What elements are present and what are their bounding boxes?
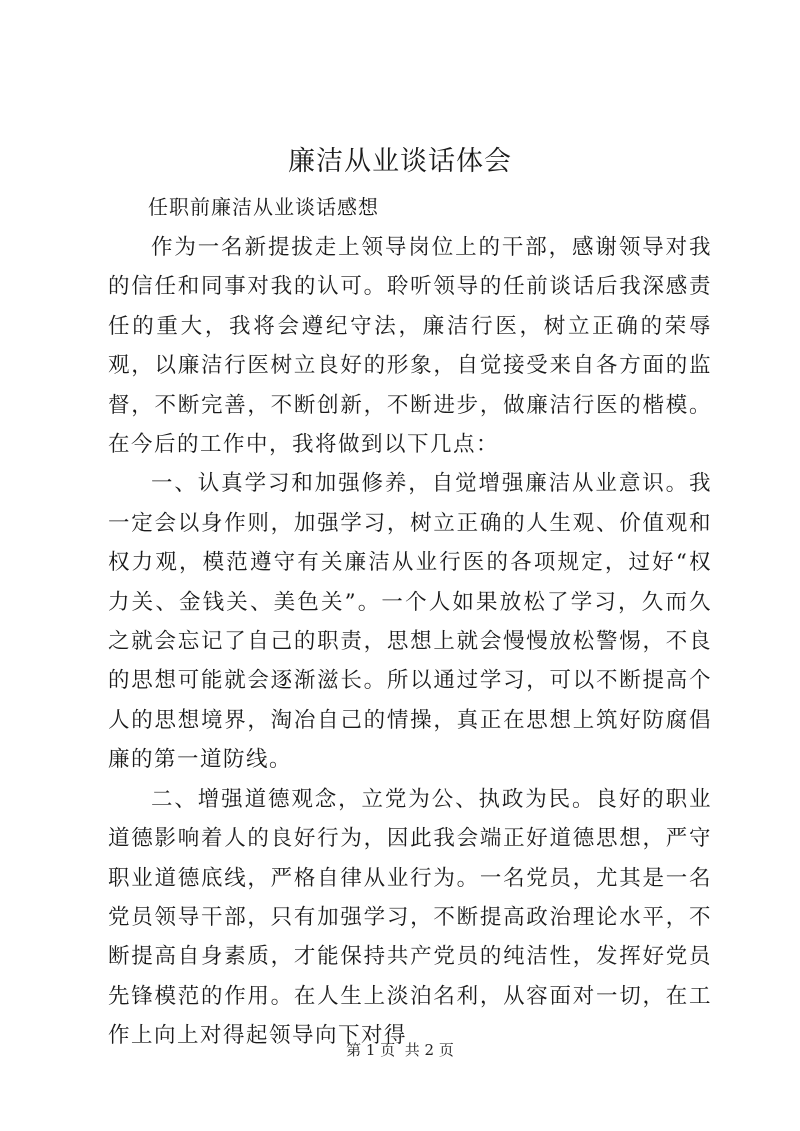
page-footer <box>0 1040 800 1060</box>
paragraph-point-one: 一、认真学习和加强修养，自觉增强廉洁从业意识。我一定会以身作则，加强学习，树立正确的人生观、价值观和权力观，模范遵守有关廉洁从业行医的各项规定，过好“权力关、金钱关、美色关”。一个人如果放松了学习，久而久之就会忘记了自己的职责，思想上就会慢慢放松警惕，不良的思想可能就会逐渐滋长。所以通过学习，可以不断提高个人的思想境界，淘冶自己的情操，真正在思想上筑好防腐倡廉的第一道防线。 <box>108 471 712 773</box>
document-subtitle: 任职前廉洁从业谈话感想 <box>148 195 379 219</box>
paragraph-point-two: 二、增强道德观念，立党为公、执政为民。良好的职业道德影响着人的良好行为，因此我会端正好道德思想，严守职业道德底线，严格自律从业行为。一名党员，尤其是一名党员领导干部，只有加强学习，不断提高政治理论水平，不断提高自身素质，才能保持共产党员的纯洁性，发挥好党员先锋模范的作用。在人生上淡泊名利，从容面对一切，在工作上向上对得起领导向下对得 <box>108 786 712 1049</box>
paragraph-intro: 作为一名新提拔走上领导岗位上的干部，感谢领导对我的信任和同事对我的认可。聆听领导的任前谈话后我深感责任的重大，我将会遵纪守法，廉洁行医，树立正确的荣辱观，以廉洁行医树立良好的形象，自觉接受来自各方面的监督，不断完善，不断创新，不断进步，做廉洁行医的楷模。在今后的工作中，我将做到以下几点： <box>108 235 712 458</box>
page-title: 廉洁从业谈话体会 <box>288 146 512 177</box>
page-number: 第 1 页 共 2 页 <box>346 1041 454 1059</box>
document-body <box>108 187 712 1056</box>
